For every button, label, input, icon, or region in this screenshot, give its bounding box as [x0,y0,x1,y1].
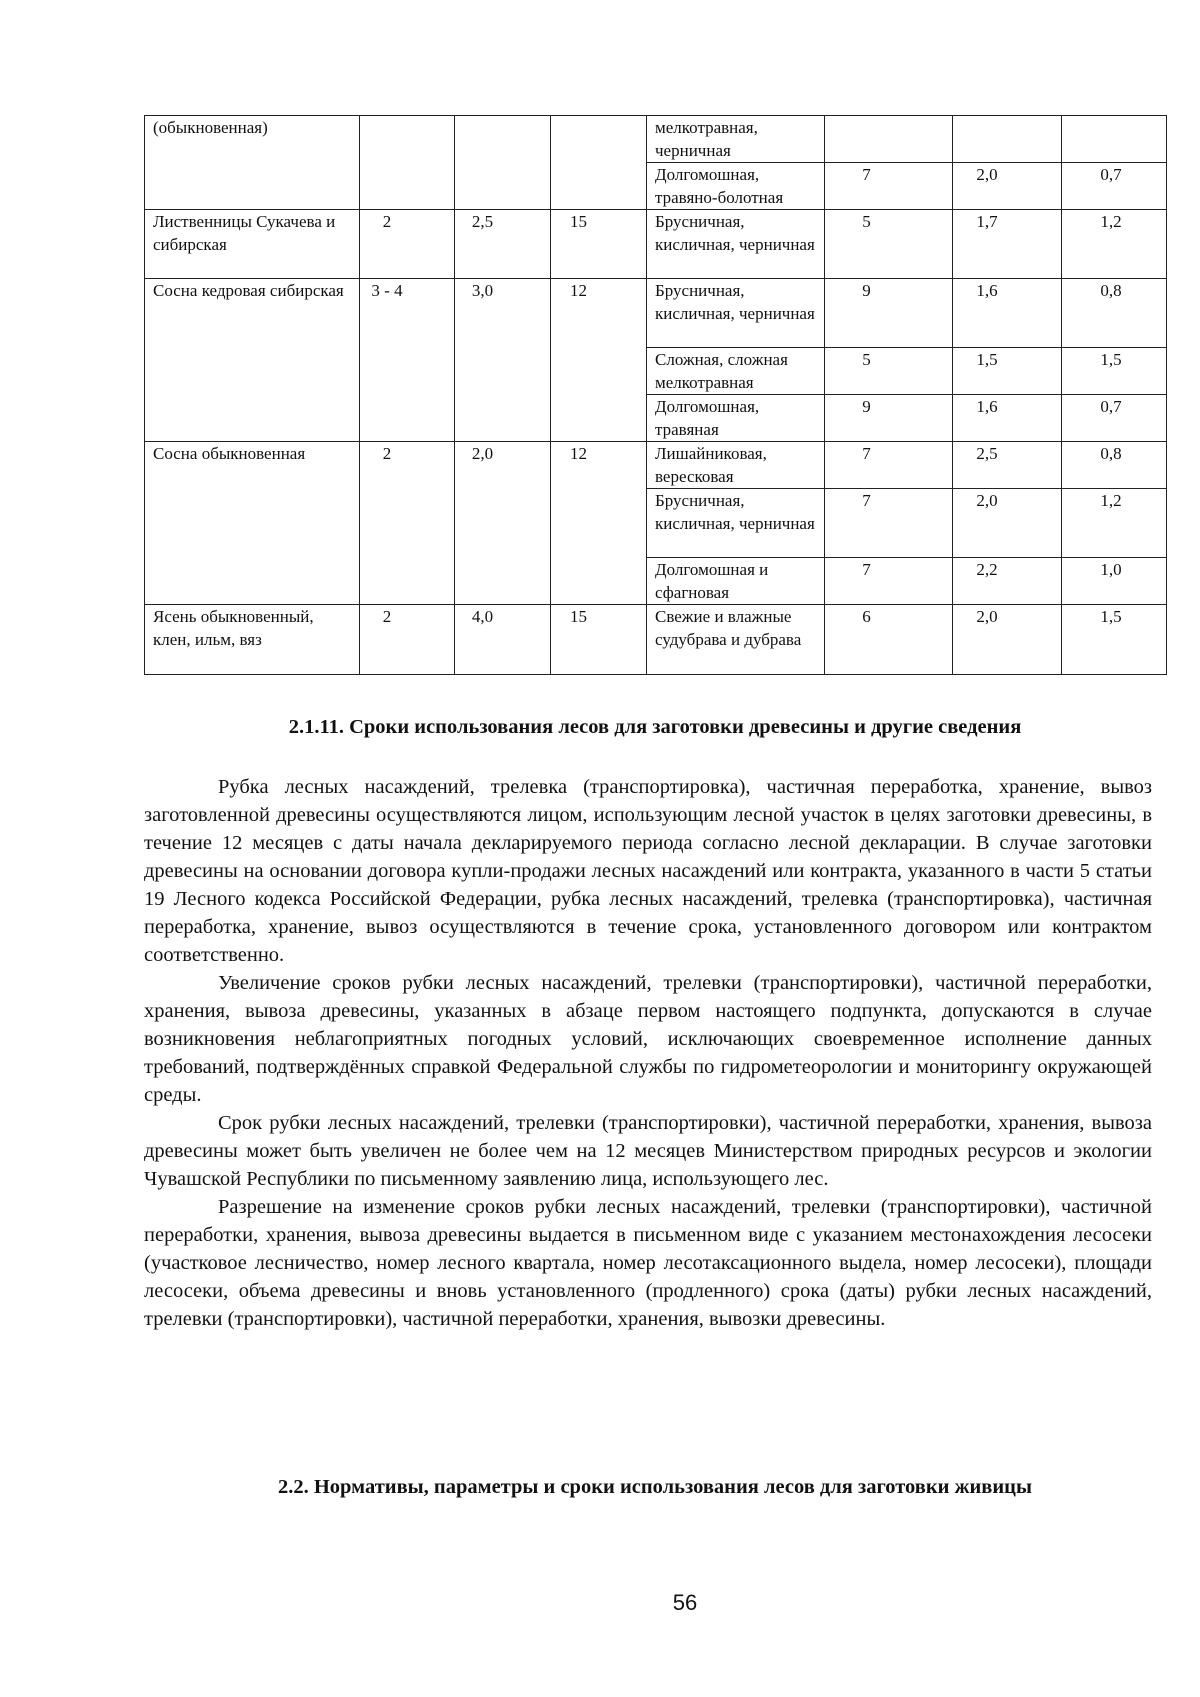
forest-type-cell: Свежие и влажные судубрава и дубрава [647,605,825,675]
value-cell: 9 [825,395,953,442]
value-cell: 0,8 [1062,279,1167,348]
param-cell: 15 [551,605,647,675]
param-cell: 15 [551,210,647,279]
param-cell: 2 [360,442,455,605]
param-cell: 12 [551,442,647,605]
value-cell: 0,7 [1062,395,1167,442]
value-cell: 9 [825,279,953,348]
value-cell: 5 [825,348,953,395]
value-cell: 1,6 [953,279,1062,348]
value-cell [825,116,953,163]
forest-type-cell: Брусничная, кисличная, черничная [647,489,825,558]
forest-type-cell: мелкотравная, черничная [647,116,825,163]
value-cell: 2,2 [953,558,1062,605]
paragraph: Увеличение сроков рубки лесных насаждений, трелевки (транспортировки), частичной переработки, хранения, вывоза древесины, указанных в абзаце первом настоящего подпункта, допускаются в случае возникновения неблагоприятных погодных условий, исключающих своевременное исполнение данных требований, подтверждённых справкой Федеральной службы по гидрометеорологии и мониторингу окружающей среды. [144,972,1152,1106]
species-cell: (обыкновенная) [145,116,360,210]
value-cell: 1,6 [953,395,1062,442]
value-cell: 0,7 [1062,163,1167,210]
param-cell: 3,0 [455,279,551,442]
value-cell [1062,116,1167,163]
forest-type-cell: Лишайниковая, вересковая [647,442,825,489]
table-row [145,605,1167,675]
value-cell: 0,8 [1062,442,1167,489]
forest-type-cell: Сложная, сложная мелкотравная [647,348,825,395]
value-cell: 2,0 [953,489,1062,558]
norms-table [144,115,1167,675]
section-heading: 2.2. Нормативы, параметры и сроки использования лесов для заготовки живицы [277,1476,1032,1498]
param-cell: 2 [360,605,455,675]
param-cell: 3 - 4 [360,279,455,442]
page-number: 56 [672,1590,698,1615]
value-cell [953,116,1062,163]
value-cell: 1,2 [1062,210,1167,279]
param-cell [551,116,647,210]
param-cell [360,116,455,210]
forest-type-cell: Долгомошная и сфагновая [647,558,825,605]
value-cell: 7 [825,163,953,210]
value-cell: 2,0 [953,605,1062,675]
paragraph: Рубка лесных насаждений, трелевка (транспортировка), частичная переработка, хранение, вывоз заготовленной древесины осуществляются лицом, использующим лесной участок в целях заготовки древесины, в течение 12 месяцев с даты начала декларируемого периода согласно лесной декларации. В случае заготовки древесины на основании договора купли-продажи лесных насаждений или контракта, указанного в части 5 статьи 19 Лесного кодекса Российской Федерации, рубка лесных насаждений, трелевка (транспортировка), частичная переработка, хранение, вывоз осуществляются в течение срока, установленного договором или контрактом соответственно. [144,776,1152,966]
value-cell: 2,5 [953,442,1062,489]
forest-type-cell: Брусничная, кисличная, черничная [647,279,825,348]
value-cell: 7 [825,558,953,605]
forest-type-cell: Брусничная, кисличная, черничная [647,210,825,279]
value-cell: 1,5 [953,348,1062,395]
param-cell: 2,0 [455,442,551,605]
table-row [145,442,1167,489]
table-row [145,279,1167,348]
value-cell: 1,0 [1062,558,1167,605]
paragraph: Разрешение на изменение сроков рубки лесных насаждений, трелевки (транспортировки), частичной переработки, хранения, вывоза древесины выдается в письменном виде с указанием местонахождения лесосеки (участковое лесничество, номер лесного квартала, номер лесотаксационного выдела, номер лесосеки), площади лесосеки, объема древесины и вновь установленного (продленного) срока (даты) рубки лесных насаждений, трелевки (транспортировки), частичной переработки, хранения, вывозки древесины. [144,1196,1152,1330]
value-cell: 7 [825,489,953,558]
species-cell: Лиственницы Сукачева и сибирская [145,210,360,279]
param-cell: 12 [551,279,647,442]
forest-type-cell: Долгомошная, травяная [647,395,825,442]
value-cell: 7 [825,442,953,489]
param-cell [455,116,551,210]
param-cell: 2 [360,210,455,279]
table-row [145,116,1167,163]
value-cell: 1,7 [953,210,1062,279]
section-heading: 2.1.11. Сроки использования лесов для заготовки древесины и другие сведения [288,716,1022,738]
section-body [144,773,1152,1333]
value-cell: 6 [825,605,953,675]
paragraph: Срок рубки лесных насаждений, трелевки (транспортировки), частичной переработки, хранения, вывоза древесины может быть увеличен не более чем на 12 месяцев Министерством природных ресурсов и экологии Чувашской Республики по письменному заявлению лица, использующего лес. [144,1112,1152,1190]
param-cell: 4,0 [455,605,551,675]
value-cell: 5 [825,210,953,279]
value-cell: 2,0 [953,163,1062,210]
value-cell: 1,5 [1062,605,1167,675]
value-cell: 1,5 [1062,348,1167,395]
forest-type-cell: Долгомошная, травяно-болотная [647,163,825,210]
species-cell: Ясень обыкновенный, клен, ильм, вяз [145,605,360,675]
table-row [145,210,1167,279]
value-cell: 1,2 [1062,489,1167,558]
species-cell: Сосна обыкновенная [145,442,360,605]
species-cell: Сосна кедровая сибирская [145,279,360,442]
param-cell: 2,5 [455,210,551,279]
